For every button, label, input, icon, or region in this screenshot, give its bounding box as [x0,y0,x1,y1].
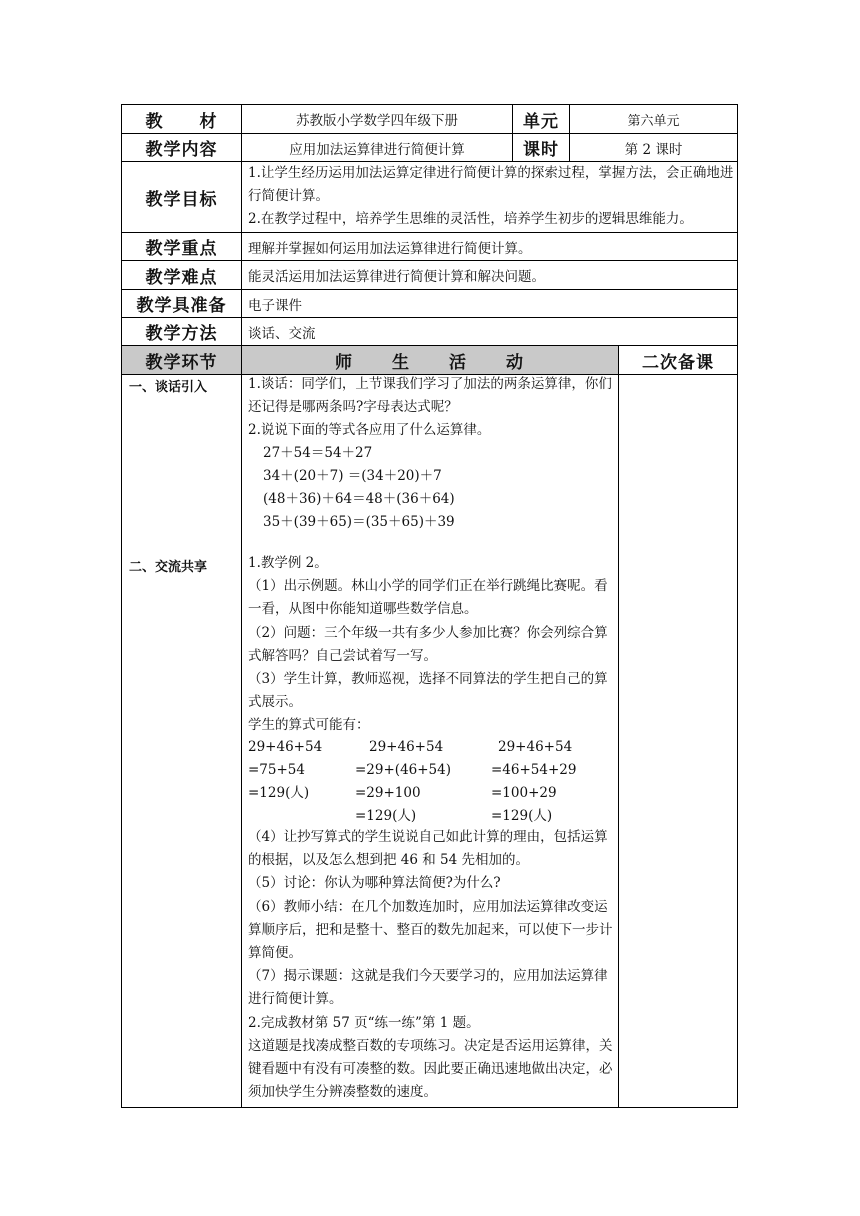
calc-a-line: 29+46+54 [248,739,323,755]
calc-b-line: =29+(46+54) [355,762,452,778]
period-label: 课时 [523,140,559,160]
calc-a-line: =129(人) [248,785,310,801]
intro-text: 1.谈话：同学们，上节课我们学习了加法的两条运算律，你们还记得是哪两条吗?字母表达式呢？ 2.说说下面的等式各应用了什么运算律。 [248,376,612,439]
calc-b-line: =129(人) [355,808,417,824]
unit-label: 单元 [523,111,559,132]
equation-4: 35＋(39＋65)＝(35＋65)＋39 [263,514,455,530]
method-value: 谈话、交流 [248,325,316,342]
method-label: 教学方法 [145,324,218,344]
difficulty-label: 教学难点 [145,267,218,288]
equation-1: 27＋54＝54＋27 [263,445,373,461]
tools-value: 电子课件 [248,297,302,314]
prep-column-header: 二次备课 [642,352,714,373]
calc-c-line: =100+29 [491,785,557,801]
textbook-value: 苏教版小学数学四年级下册 [296,113,458,129]
difficulty-value: 能灵活运用加法运算律进行简便计算和解决问题。 [248,269,545,285]
goals-label: 教学目标 [145,189,218,210]
stage-share: 二、交流共享 [129,560,208,575]
period-value: 第 2 课时 [624,141,683,158]
calc-b-line: =29+100 [355,785,421,801]
equation-2: 34＋(20＋7) ＝(34＋20)＋7 [263,468,442,484]
unit-value: 第六单元 [627,113,680,129]
calc-a-line: =75+54 [248,762,305,778]
stage-column-header: 教学环节 [122,346,241,374]
goals-value: 1.让学生经历运用加法运算定律进行简便计算的探索过程，掌握方法，会正确地进行简便计算。 2.在教学过程中，培养学生思维的灵活性，培养学生初步的逻辑思维能力。 [248,165,734,227]
activity-column-header: 师 生 活 动 [242,346,618,374]
after-text: （4）让抄写算式的学生说说自己如此计算的理由，包括运算的根据，以及怎么想到把 46 和 54 先相加的。 （5）讨论：你认为哪种算法简便?为什么? （6）教师小结：在几个加数连加时，应用加法运算律改变运算顺序后，把和是整十、整百的数先加起来，可以使下一步计算简便。 （7）揭示课题：这就是我们今天要学习的，应用加法运算律进行简便计算。 2.完成教材第 57 页“练一练”第 1 题。 这道题是找凑成整百数的专项练习。决定是否运用运算律，关键看题中有没有可凑整的数。因此要正确迅速地做出决定，必须加快学生分辨凑整数的速度。 [248,829,613,1101]
content-value: 应用加法运算律进行简便计算 [289,141,465,158]
key-label: 教学重点 [145,239,218,259]
calc-c-line: =46+54+29 [491,762,577,778]
share-text: 1.教学例 2。 （1）出示例题。林山小学的同学们正在举行跳绳比赛呢。看一看，从图中你能知道哪些数学信息。 （2）问题：三个年级一共有多少人参加比赛？你会列综合算式解答吗？自己尝试着写一写。 （3）学生计算，教师巡视，选择不同算法的学生把自己的算式展示。 学生的算式可能有： [248,555,608,734]
equation-3: (48＋36)＋64＝48＋(36＋64) [263,491,455,507]
key-value: 理解并掌握如何运用加法运算律进行简便计算。 [248,240,532,257]
tools-label: 教学具准备 [136,296,227,316]
calc-c-line: =129(人) [491,808,553,824]
content-label: 教学内容 [145,140,218,160]
calc-b-line: 29+46+54 [369,739,444,755]
stage-intro: 一、谈话引入 [129,380,208,395]
textbook-label: 教 材 [145,111,218,132]
calc-c-line: 29+46+54 [498,739,573,755]
